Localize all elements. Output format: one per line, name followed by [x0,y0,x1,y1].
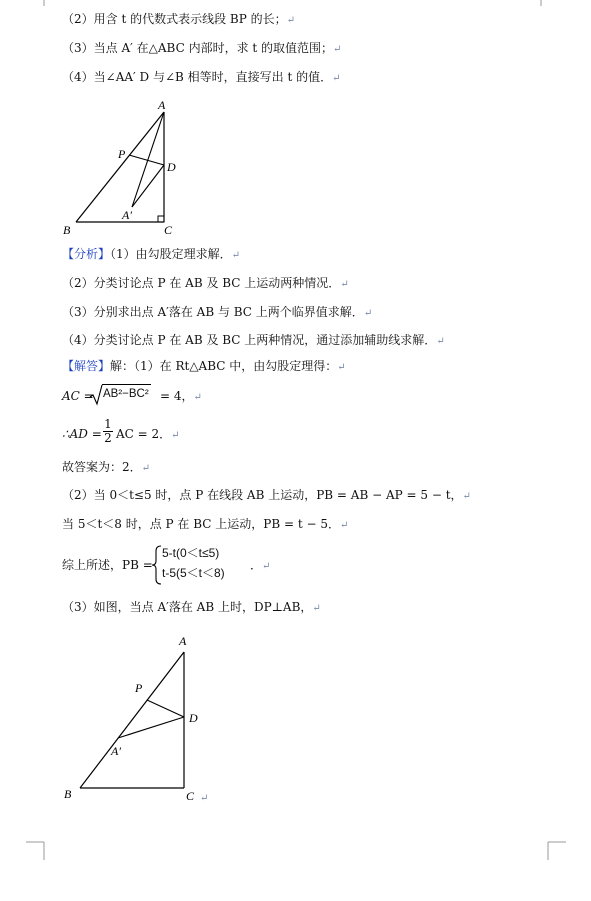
piecewise-case-2: t-5(5＜t＜8) [162,566,225,580]
analysis-3: （3）分别求出点 A′落在 AB 与 BC 上两个临界值求解．↵ [62,305,373,319]
fraction-numerator: 1 [104,417,112,431]
question-4: （4）当∠AA′ D 与∠B 相等时，直接写出 t 的值．↵ [62,70,341,84]
fig2-label-B: B [64,787,72,801]
fig2-label-A-prime: A′ [111,744,121,758]
question-3: （3）当点 A′ 在△ABC 内部时，求 t 的取值范围；↵ [62,41,342,55]
sqrt-sign [89,384,103,406]
ad-lhs: ∴AD = [62,427,102,441]
fig1-label-D: D [167,160,176,174]
summary-end: ．↵ [250,558,271,572]
fig1-label-C: C [164,223,173,237]
analysis-2: （2）分类讨论点 P 在 AB 及 BC 上运动两种情况．↵ [62,276,349,290]
summary-lhs: 综上所述，PB = [62,558,153,572]
ad-rhs: AC = 2．↵ [116,427,180,441]
answer-tag: 【解答】 [62,359,111,373]
fig2-end-mark: ↵ [200,793,209,804]
fraction-denominator: 2 [104,431,112,445]
fraction-half [103,418,113,445]
answer-1: 【解答】解：（1）在 Rt△ABC 中，由勾股定理得：↵ [62,359,346,373]
solution-2-case-2: 当 5＜t＜8 时，点 P 在 BC 上运动，PB = t − 5．↵ [62,517,349,531]
ac-lhs: AC = [62,389,94,403]
piecewise-case-1: 5-t(0＜t≤5) [162,546,220,560]
fig2-label-P: P [135,681,143,695]
question-2: （2）用含 t 的代数式表示线段 BP 的长；↵ [62,12,295,26]
figure-1-triangle [58,95,198,240]
fig2-label-C: C [186,789,195,803]
fig1-label-P: P [118,147,126,161]
ac-rhs: = 4，↵ [160,389,202,403]
fig1-label-A-prime: A′ [122,208,132,222]
analysis-1: 【分析】（1）由勾股定理求解．↵ [62,247,241,261]
analysis-4: （4）分类讨论点 P 在 AB 及 BC 上两种情况，通过添加辅助线求解．↵ [62,333,445,347]
analysis-tag: 【分析】 [62,247,111,261]
solution-3: （3）如图，当点 A′落在 AB 上时，DP⊥AB，↵ [62,600,321,614]
fig1-label-A: A [158,98,166,112]
fig1-label-B: B [63,223,71,237]
sqrt-radicand: AB²−BC² [102,384,151,401]
figure-2-triangle [58,628,228,808]
result-line: 故答案为：2．↵ [62,460,151,474]
fig2-label-A: A [179,634,187,648]
fig2-label-D: D [189,711,198,725]
solution-2-case-1: （2）当 0＜t≤5 时，点 P 在线段 AB 上运动，PB = AB − AP = 5 − t，↵ [62,488,471,502]
